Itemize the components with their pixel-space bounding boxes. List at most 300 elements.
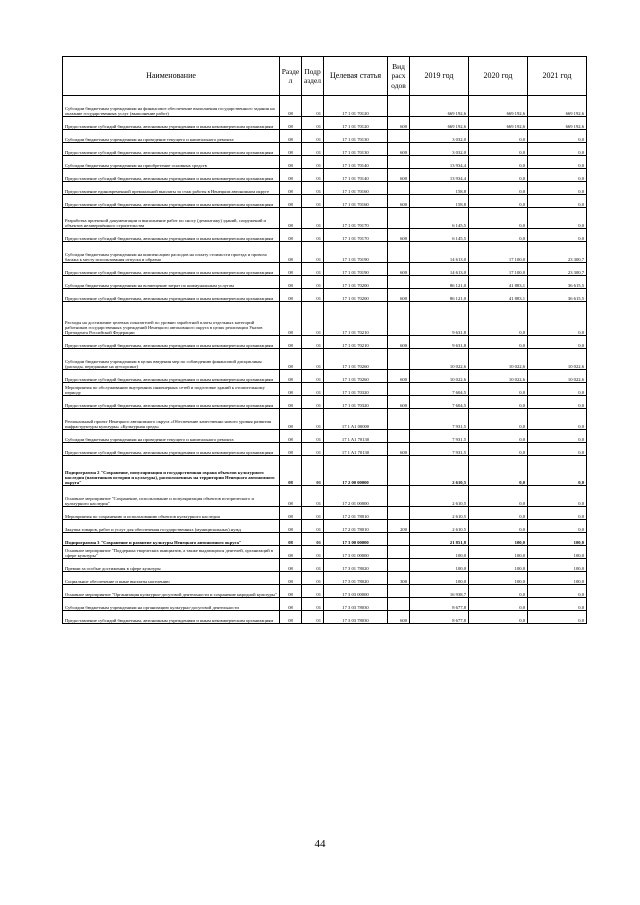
cell-podrazdel: 01 <box>302 486 324 507</box>
table-row <box>63 533 587 546</box>
cell-target-article: 17 3 01 00000 <box>324 546 388 559</box>
header-expense-type: Вид расх одов <box>388 57 410 96</box>
cell-2019: 14 613,0 <box>410 242 469 263</box>
cell-target-article: 17 1 01 70200 <box>324 276 388 289</box>
cell-2019: 10 022,6 <box>410 349 469 370</box>
cell-2020: 41 883,1 <box>469 289 528 302</box>
cell-podrazdel: 01 <box>302 130 324 143</box>
cell-expense-type: 300 <box>388 572 410 585</box>
cell-podrazdel: 01 <box>302 409 324 430</box>
cell-target-article: 17 3 01 78020 <box>324 559 388 572</box>
cell-2019: 13 934,4 <box>410 169 469 182</box>
cell-2020: 100,0 <box>469 546 528 559</box>
cell-razdel: 08 <box>280 195 302 208</box>
header-2020: 2020 год <box>469 57 528 96</box>
cell-razdel: 08 <box>280 229 302 242</box>
cell-2020: 100,0 <box>469 533 528 546</box>
cell-expense-type: 600 <box>388 169 410 182</box>
cell-2020: 0,0 <box>469 409 528 430</box>
cell-name: Субсидии бюджетным учреждениям на компенсацию расходов на оплату стоимости проезда и провоза багажа к месту использования отпуска и обратно <box>63 242 280 263</box>
cell-expense-type: 600 <box>388 117 410 130</box>
cell-name: Подпрограмма 3 "Сохранение и развитие культуры Ненецкого автономного округа" <box>63 533 280 546</box>
table-row <box>63 598 587 611</box>
cell-name: Субсидии бюджетным учреждениям на проведение текущего и капитального ремонта <box>63 130 280 143</box>
cell-2019: 2 610,5 <box>410 486 469 507</box>
cell-name: Расходы на достижение целевых показателей по уровню заработной платы отдельных категорий работников государственных учреждений Ненецкого автономного округа в целях реализации Указов Президента Российской Федерации <box>63 302 280 336</box>
cell-2019: 2 610,5 <box>410 456 469 486</box>
cell-2021: 669 192,6 <box>528 117 587 130</box>
cell-name: Субсидии бюджетным учреждениям на финансовое обеспечение выполнения государственного задания на оказание государственных услуг (выполнение работ) <box>63 96 280 117</box>
cell-name: Предоставление субсидий бюджетным, автономным учреждениям и иным некоммерческим организациям <box>63 229 280 242</box>
table-row <box>63 117 587 130</box>
cell-2021: 0,0 <box>528 598 587 611</box>
cell-target-article: 17 2 01 00000 <box>324 486 388 507</box>
cell-2021: 0,0 <box>528 195 587 208</box>
cell-expense-type: 600 <box>388 229 410 242</box>
cell-target-article: 17 1 01 70320 <box>324 396 388 409</box>
cell-target-article: 17 1 01 70130 <box>324 143 388 156</box>
cell-name: Предоставление субсидий бюджетным, автономным учреждениям и иным некоммерческим организациям <box>63 396 280 409</box>
cell-2020: 10 022,6 <box>469 370 528 383</box>
cell-razdel: 08 <box>280 572 302 585</box>
cell-2020: 669 192,6 <box>469 96 528 117</box>
cell-expense-type <box>388 156 410 169</box>
cell-razdel: 08 <box>280 456 302 486</box>
cell-2021: 0,0 <box>528 409 587 430</box>
cell-podrazdel: 01 <box>302 263 324 276</box>
cell-name: Закупка товаров, работ и услуг для обеспечения государственных (муниципальных) нужд <box>63 520 280 533</box>
cell-name: Мероприятия по обслуживанию внутренних инженерных сетей и подготовке зданий к отопительному периоду <box>63 383 280 396</box>
cell-target-article: 17 1 01 70190 <box>324 242 388 263</box>
cell-2019: 7 604,5 <box>410 383 469 396</box>
cell-2019: 100,0 <box>410 546 469 559</box>
cell-target-article: 17 1 01 70130 <box>324 130 388 143</box>
table-row <box>63 383 587 396</box>
cell-podrazdel: 01 <box>302 96 324 117</box>
cell-target-article: 17 3 03 78030 <box>324 611 388 624</box>
cell-2020: 17 100,0 <box>469 242 528 263</box>
cell-expense-type <box>388 302 410 336</box>
cell-target-article: 17 1 01 70120 <box>324 117 388 130</box>
cell-2021: 0,0 <box>528 396 587 409</box>
cell-razdel: 08 <box>280 208 302 229</box>
cell-expense-type <box>388 182 410 195</box>
table-row <box>63 520 587 533</box>
cell-2021: 36 615,5 <box>528 289 587 302</box>
cell-2021: 36 615,5 <box>528 276 587 289</box>
cell-name: Предоставление субсидий бюджетным, автономным учреждениям и иным некоммерческим организациям <box>63 611 280 624</box>
cell-expense-type <box>388 276 410 289</box>
cell-name: Предоставление субсидий бюджетным, автономным учреждениям и иным некоммерческим организациям <box>63 195 280 208</box>
cell-2019: 86 121,0 <box>410 276 469 289</box>
cell-2020: 0,0 <box>469 229 528 242</box>
cell-expense-type <box>388 383 410 396</box>
cell-2021: 0,0 <box>528 336 587 349</box>
cell-2021: 0,0 <box>528 456 587 486</box>
cell-target-article: 17 2 01 78010 <box>324 507 388 520</box>
cell-2021: 0,0 <box>528 585 587 598</box>
cell-2019: 2 610,5 <box>410 507 469 520</box>
table-row <box>63 396 587 409</box>
cell-podrazdel: 01 <box>302 598 324 611</box>
table-row <box>63 611 587 624</box>
cell-razdel: 08 <box>280 559 302 572</box>
cell-target-article: 17 2 01 78010 <box>324 520 388 533</box>
cell-expense-type <box>388 96 410 117</box>
cell-podrazdel: 01 <box>302 520 324 533</box>
cell-razdel: 08 <box>280 396 302 409</box>
cell-2020: 0,0 <box>469 195 528 208</box>
cell-2021: 0,0 <box>528 229 587 242</box>
cell-expense-type <box>388 486 410 507</box>
header-podrazdel: Подр аздел <box>302 57 324 96</box>
cell-target-article: 17 1 01 70210 <box>324 336 388 349</box>
cell-podrazdel: 01 <box>302 572 324 585</box>
cell-2020: 0,0 <box>469 456 528 486</box>
table-row <box>63 156 587 169</box>
cell-name: Субсидии бюджетным учреждениям на проведение текущего и капитального ремонта <box>63 430 280 443</box>
cell-name: Мероприятия по сохранению и использованию объектов культурного наследия <box>63 507 280 520</box>
cell-expense-type: 600 <box>388 443 410 456</box>
cell-2019: 158,8 <box>410 195 469 208</box>
cell-name: Региональный проект Ненецкого автономного округа «Обеспечение качественно нового уровня развития инфраструктуры культуры» «Культурная среда» <box>63 409 280 430</box>
cell-2019: 669 192,6 <box>410 117 469 130</box>
cell-razdel: 08 <box>280 117 302 130</box>
cell-podrazdel: 01 <box>302 143 324 156</box>
cell-podrazdel: 01 <box>302 117 324 130</box>
cell-2019: 2 610,5 <box>410 520 469 533</box>
cell-name: Премии за особые достижения в сфере культуры <box>63 559 280 572</box>
cell-2020: 0,0 <box>469 383 528 396</box>
cell-target-article: 17 1 01 70320 <box>324 383 388 396</box>
cell-2021: 23 300,7 <box>528 263 587 276</box>
header-2021: 2021 год <box>528 57 587 96</box>
cell-2020: 0,0 <box>469 396 528 409</box>
cell-2019: 158,8 <box>410 182 469 195</box>
cell-2019: 3 032,0 <box>410 143 469 156</box>
cell-target-article: 17 1 01 70260 <box>324 349 388 370</box>
cell-2019: 86 121,0 <box>410 289 469 302</box>
table-row <box>63 507 587 520</box>
cell-2020: 0,0 <box>469 336 528 349</box>
cell-expense-type <box>388 456 410 486</box>
cell-target-article: 17 2 00 00000 <box>324 456 388 486</box>
cell-2020: 0,0 <box>469 208 528 229</box>
cell-2021: 100,0 <box>528 533 587 546</box>
cell-razdel: 08 <box>280 611 302 624</box>
cell-podrazdel: 01 <box>302 383 324 396</box>
cell-razdel: 08 <box>280 533 302 546</box>
cell-expense-type <box>388 430 410 443</box>
table-row <box>63 169 587 182</box>
cell-target-article: 17 1 A1 00000 <box>324 409 388 430</box>
cell-2020: 0,0 <box>469 443 528 456</box>
cell-2021: 100,0 <box>528 572 587 585</box>
cell-2021: 0,0 <box>528 143 587 156</box>
cell-2019: 10 022,6 <box>410 370 469 383</box>
cell-name: Основное мероприятие "Поддержка творческих инициатив, а также выдающихся деятелей, организаций в сфере культуры" <box>63 546 280 559</box>
cell-2021: 100,0 <box>528 546 587 559</box>
cell-podrazdel: 01 <box>302 546 324 559</box>
cell-2019: 13 934,4 <box>410 156 469 169</box>
cell-expense-type: 600 <box>388 396 410 409</box>
cell-razdel: 08 <box>280 349 302 370</box>
cell-podrazdel: 01 <box>302 611 324 624</box>
cell-expense-type <box>388 130 410 143</box>
cell-2021: 0,0 <box>528 383 587 396</box>
cell-podrazdel: 01 <box>302 195 324 208</box>
cell-2021: 10 022,6 <box>528 349 587 370</box>
cell-2020: 0,0 <box>469 611 528 624</box>
header-razdel: Разде л <box>280 57 302 96</box>
table-row <box>63 195 587 208</box>
cell-2020: 0,0 <box>469 156 528 169</box>
cell-razdel: 08 <box>280 96 302 117</box>
table-row <box>63 349 587 370</box>
cell-podrazdel: 01 <box>302 443 324 456</box>
cell-2020: 0,0 <box>469 520 528 533</box>
cell-expense-type <box>388 533 410 546</box>
cell-razdel: 08 <box>280 276 302 289</box>
cell-name: Субсидии бюджетным учреждениям на приобретение основных средств <box>63 156 280 169</box>
table-row <box>63 276 587 289</box>
cell-name: Предоставление субсидий бюджетным, автономным учреждениям и иным некоммерческим организациям <box>63 443 280 456</box>
cell-2019: 100,0 <box>410 559 469 572</box>
cell-podrazdel: 01 <box>302 289 324 302</box>
cell-expense-type: 600 <box>388 195 410 208</box>
header-2019: 2019 год <box>410 57 469 96</box>
cell-name: Основное мероприятие "Организация культурно-досуговой деятельности и сохранение народной культуры" <box>63 585 280 598</box>
cell-2019: 9 631,8 <box>410 302 469 336</box>
cell-2019: 6 145,5 <box>410 208 469 229</box>
cell-razdel: 08 <box>280 409 302 430</box>
cell-name: Предоставление субсидий бюджетным, автономным учреждениям и иным некоммерческим организациям <box>63 336 280 349</box>
cell-name: Субсидии бюджетным учреждениям на организацию культурно-досуговой деятельности <box>63 598 280 611</box>
cell-target-article: 17 1 01 70140 <box>324 169 388 182</box>
cell-expense-type <box>388 559 410 572</box>
cell-2019: 9 631,8 <box>410 336 469 349</box>
header-target-article: Целевая статья <box>324 57 388 96</box>
cell-target-article: 17 3 00 00000 <box>324 533 388 546</box>
cell-expense-type: 600 <box>388 611 410 624</box>
cell-razdel: 08 <box>280 486 302 507</box>
cell-expense-type <box>388 585 410 598</box>
cell-2019: 7 931,5 <box>410 430 469 443</box>
cell-2021: 0,0 <box>528 507 587 520</box>
cell-name: Предоставление субсидий бюджетным, автономным учреждениям и иным некоммерческим организациям <box>63 370 280 383</box>
cell-razdel: 08 <box>280 289 302 302</box>
table-row <box>63 456 587 486</box>
cell-target-article: 17 1 01 70160 <box>324 195 388 208</box>
table-row <box>63 208 587 229</box>
cell-2020: 0,0 <box>469 182 528 195</box>
cell-razdel: 08 <box>280 169 302 182</box>
cell-razdel: 08 <box>280 443 302 456</box>
table-row <box>63 430 587 443</box>
cell-2019: 14 613,0 <box>410 263 469 276</box>
cell-podrazdel: 01 <box>302 456 324 486</box>
cell-2021: 100,0 <box>528 559 587 572</box>
cell-2021: 669 192,6 <box>528 96 587 117</box>
cell-podrazdel: 01 <box>302 585 324 598</box>
cell-podrazdel: 01 <box>302 156 324 169</box>
table-row <box>63 242 587 263</box>
table-row <box>63 289 587 302</box>
cell-target-article: 17 1 01 70200 <box>324 289 388 302</box>
table-row <box>63 96 587 117</box>
cell-razdel: 08 <box>280 383 302 396</box>
cell-target-article: 17 1 01 70190 <box>324 263 388 276</box>
table-row <box>63 443 587 456</box>
cell-name: Предоставление субсидий бюджетным, автономным учреждениям и иным некоммерческим организациям <box>63 263 280 276</box>
cell-razdel: 08 <box>280 302 302 336</box>
cell-razdel: 08 <box>280 585 302 598</box>
cell-2019: 6 145,5 <box>410 229 469 242</box>
cell-podrazdel: 01 <box>302 242 324 263</box>
cell-name: Субсидии бюджетным учреждениям на возмещение затрат по коммунальным услугам <box>63 276 280 289</box>
table-row <box>63 229 587 242</box>
cell-target-article: 17 3 03 78030 <box>324 598 388 611</box>
cell-2021: 10 022,6 <box>528 370 587 383</box>
cell-razdel: 08 <box>280 507 302 520</box>
cell-razdel: 08 <box>280 143 302 156</box>
cell-podrazdel: 01 <box>302 396 324 409</box>
cell-razdel: 08 <box>280 546 302 559</box>
cell-2021: 0,0 <box>528 520 587 533</box>
cell-2021: 0,0 <box>528 486 587 507</box>
table-row <box>63 263 587 276</box>
cell-name: Предоставление субсидий бюджетным, автономным учреждениям и иным некоммерческим организациям <box>63 289 280 302</box>
cell-2021: 0,0 <box>528 430 587 443</box>
table-row <box>63 572 587 585</box>
cell-podrazdel: 01 <box>302 302 324 336</box>
cell-expense-type: 600 <box>388 336 410 349</box>
cell-expense-type: 600 <box>388 143 410 156</box>
cell-razdel: 08 <box>280 263 302 276</box>
cell-razdel: 08 <box>280 520 302 533</box>
budget-table <box>62 56 587 624</box>
cell-razdel: 08 <box>280 130 302 143</box>
cell-2019: 7 931,5 <box>410 443 469 456</box>
cell-razdel: 08 <box>280 182 302 195</box>
cell-expense-type <box>388 546 410 559</box>
cell-2021: 23 300,7 <box>528 242 587 263</box>
cell-2020: 0,0 <box>469 302 528 336</box>
cell-2020: 10 022,6 <box>469 349 528 370</box>
cell-name: Подпрограмма 2 "Сохранение, популяризация и государственная охрана объектов культурного наследия (памятников истории и культуры), расположенных на территории Ненецкого автономного округа" <box>63 456 280 486</box>
cell-2020: 0,0 <box>469 130 528 143</box>
cell-expense-type: 600 <box>388 263 410 276</box>
cell-2019: 3 032,0 <box>410 130 469 143</box>
cell-name: Субсидии бюджетным учреждениям в целях введения мер по соблюдению финансовой дисциплины (расходы, переданные на аутсорсинг) <box>63 349 280 370</box>
cell-target-article: 17 1 01 70140 <box>324 156 388 169</box>
cell-expense-type: 600 <box>388 370 410 383</box>
cell-2020: 0,0 <box>469 598 528 611</box>
cell-podrazdel: 01 <box>302 370 324 383</box>
table-row <box>63 370 587 383</box>
cell-target-article: 17 1 01 70120 <box>324 96 388 117</box>
cell-target-article: 17 1 01 70160 <box>324 182 388 195</box>
table-row <box>63 143 587 156</box>
cell-2019: 21 851,8 <box>410 533 469 546</box>
cell-podrazdel: 01 <box>302 276 324 289</box>
cell-2019: 100,0 <box>410 572 469 585</box>
cell-podrazdel: 01 <box>302 559 324 572</box>
cell-2019: 16 938,7 <box>410 585 469 598</box>
table-header-row <box>63 57 587 96</box>
cell-2020: 100,0 <box>469 559 528 572</box>
cell-razdel: 08 <box>280 336 302 349</box>
cell-podrazdel: 01 <box>302 507 324 520</box>
cell-2020: 100,0 <box>469 572 528 585</box>
cell-expense-type: 200 <box>388 520 410 533</box>
cell-2020: 0,0 <box>469 486 528 507</box>
cell-expense-type: 600 <box>388 289 410 302</box>
cell-expense-type <box>388 208 410 229</box>
cell-podrazdel: 01 <box>302 336 324 349</box>
cell-name: Социальное обеспечение и иные выплаты населению <box>63 572 280 585</box>
cell-2021: 0,0 <box>528 169 587 182</box>
cell-2021: 0,0 <box>528 130 587 143</box>
cell-2019: 7 604,5 <box>410 396 469 409</box>
page-number: 44 <box>314 838 326 850</box>
cell-podrazdel: 01 <box>302 229 324 242</box>
table-body <box>63 96 587 624</box>
cell-name: Предоставление субсидий бюджетным, автономным учреждениям и иным некоммерческим организациям <box>63 169 280 182</box>
table-row <box>63 585 587 598</box>
table-row <box>63 336 587 349</box>
cell-razdel: 08 <box>280 156 302 169</box>
cell-razdel: 08 <box>280 242 302 263</box>
cell-target-article: 17 1 A1 70130 <box>324 443 388 456</box>
cell-2020: 0,0 <box>469 585 528 598</box>
cell-2021: 0,0 <box>528 208 587 229</box>
cell-target-article: 17 1 01 70260 <box>324 370 388 383</box>
cell-expense-type <box>388 598 410 611</box>
cell-podrazdel: 01 <box>302 182 324 195</box>
cell-2019: 7 931,5 <box>410 409 469 430</box>
table-row <box>63 409 587 430</box>
cell-name: Предоставление единовременной премиальной выплаты за стаж работы в Ненецком автономном округе <box>63 182 280 195</box>
table-row <box>63 559 587 572</box>
cell-target-article: 17 3 01 78020 <box>324 572 388 585</box>
cell-razdel: 08 <box>280 370 302 383</box>
cell-2021: 0,0 <box>528 156 587 169</box>
cell-podrazdel: 01 <box>302 208 324 229</box>
header-name: Наименование <box>63 57 280 96</box>
cell-target-article: 17 1 A1 70130 <box>324 430 388 443</box>
cell-2020: 41 883,1 <box>469 276 528 289</box>
cell-podrazdel: 01 <box>302 430 324 443</box>
cell-name: Разработка проектной документации и выполнение работ по сносу (демонтажу) зданий, сооружений и объектов незавершённого строительства <box>63 208 280 229</box>
cell-target-article: 17 3 03 00000 <box>324 585 388 598</box>
cell-2021: 0,0 <box>528 611 587 624</box>
cell-2020: 17 100,0 <box>469 263 528 276</box>
cell-podrazdel: 01 <box>302 169 324 182</box>
cell-razdel: 08 <box>280 430 302 443</box>
cell-name: Предоставление субсидий бюджетным, автономным учреждениям и иным некоммерческим организациям <box>63 143 280 156</box>
cell-name: Предоставление субсидий бюджетным, автономным учреждениям и иным некоммерческим организациям <box>63 117 280 130</box>
cell-target-article: 17 1 01 70170 <box>324 229 388 242</box>
cell-2021: 0,0 <box>528 443 587 456</box>
cell-target-article: 17 1 01 70170 <box>324 208 388 229</box>
table-row <box>63 302 587 336</box>
cell-podrazdel: 01 <box>302 349 324 370</box>
cell-podrazdel: 01 <box>302 533 324 546</box>
cell-2019: 669 192,6 <box>410 96 469 117</box>
cell-2019: 8 677,8 <box>410 611 469 624</box>
table-row <box>63 130 587 143</box>
